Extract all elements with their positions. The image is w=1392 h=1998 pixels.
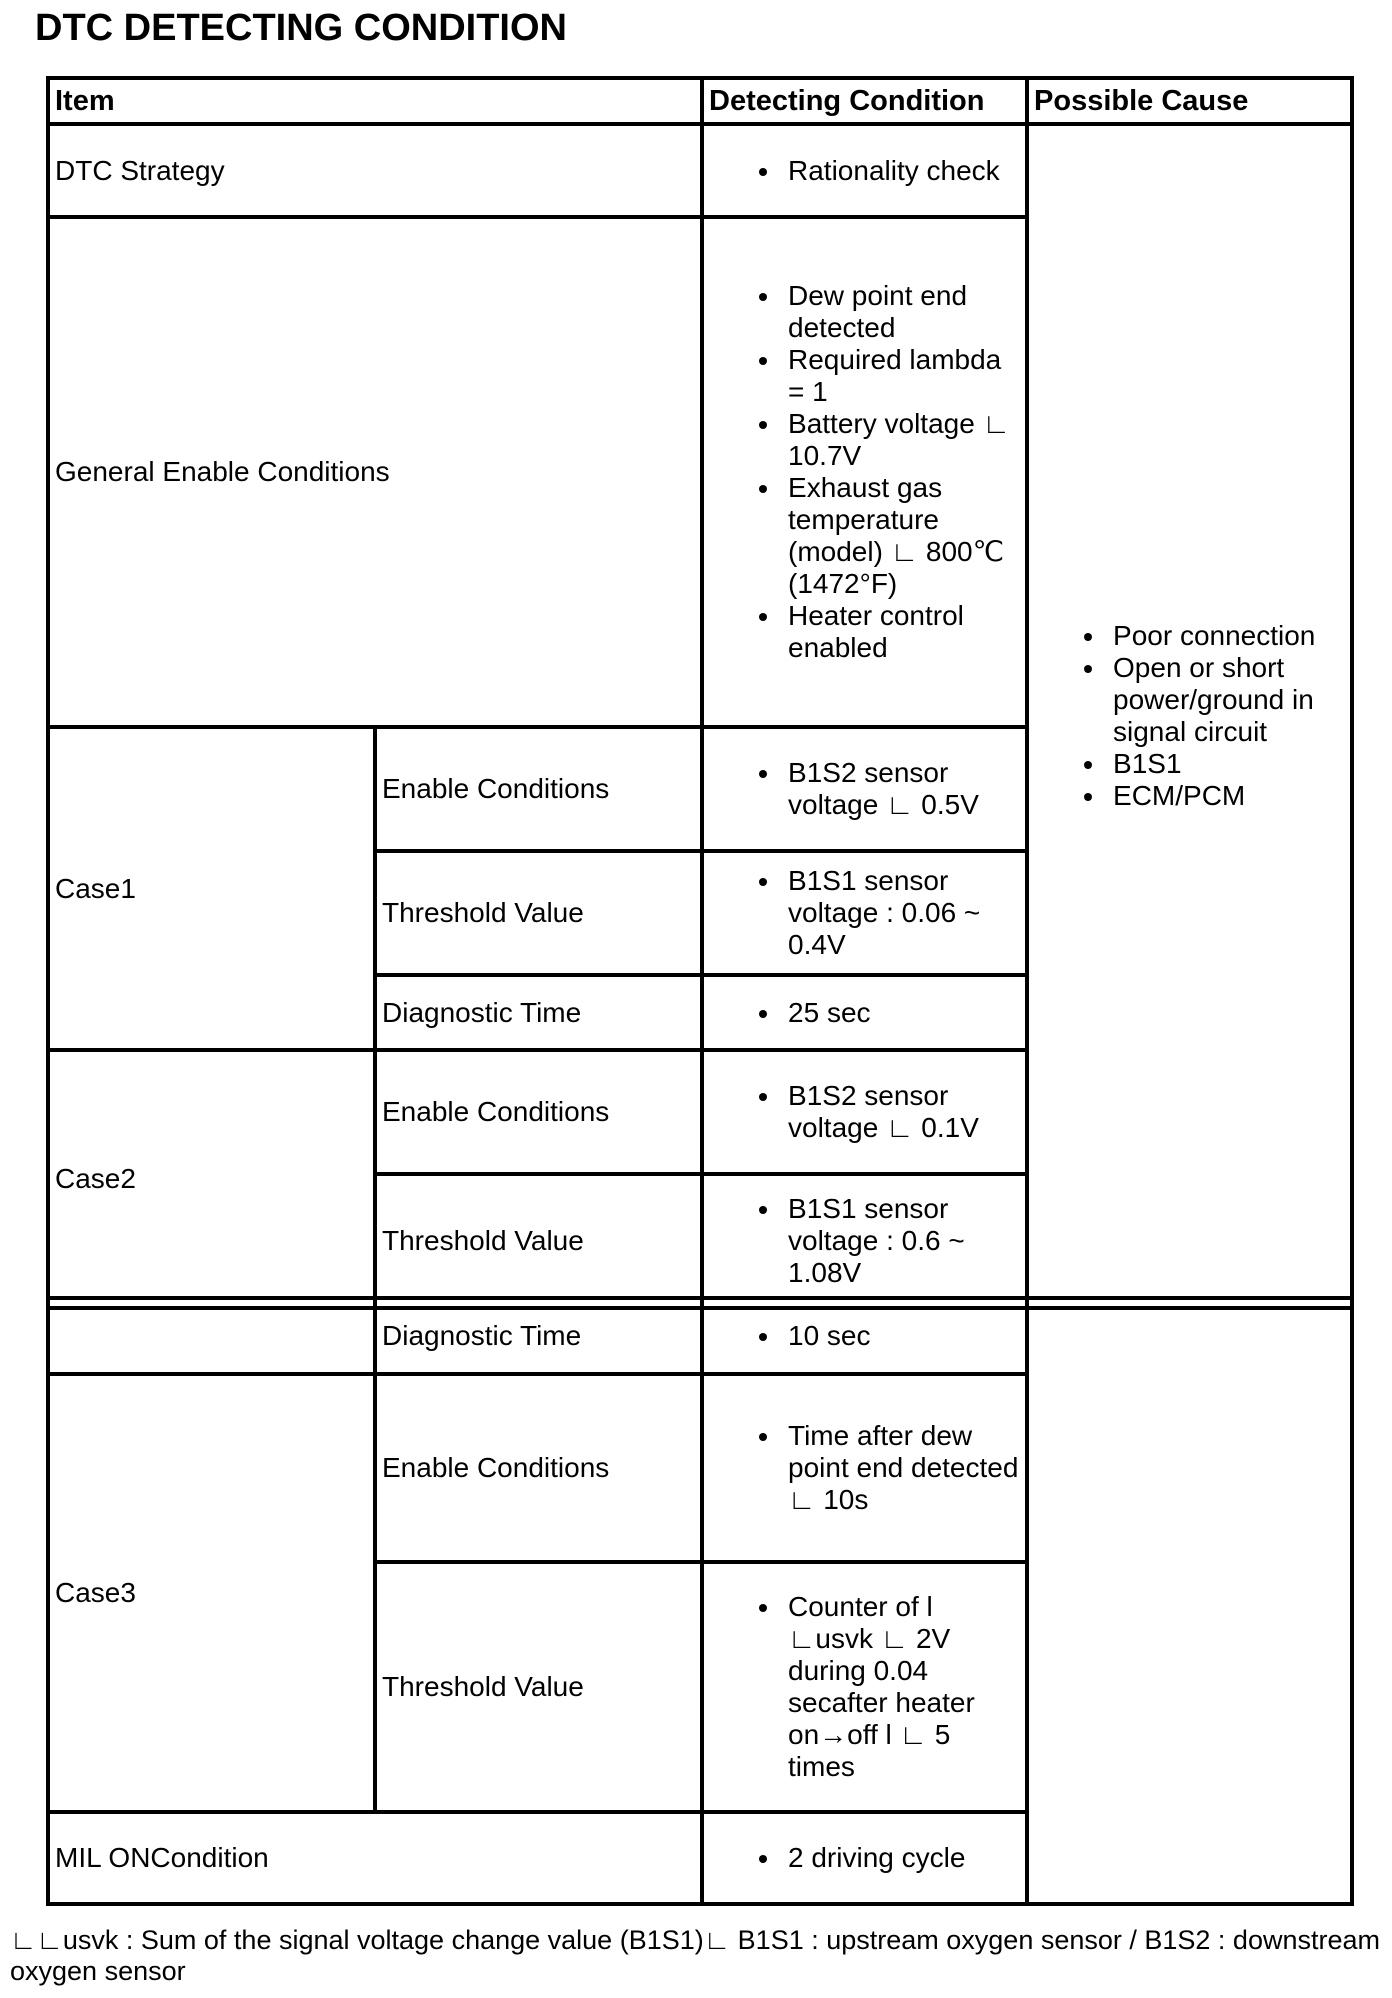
- possible-cause-cell: [1027, 124, 1352, 1308]
- page-title: DTC DETECTING CONDITION: [35, 7, 567, 49]
- row-label-case1: Case1: [48, 727, 375, 1050]
- sublabel-enable: Enable Conditions: [375, 1374, 702, 1562]
- condition-item: • B1S2 sensor voltage ∟ 0.1V: [782, 1080, 1021, 1144]
- header-possible-cause: Possible Cause: [1027, 78, 1352, 124]
- cond-case3-threshold: [702, 1562, 1027, 1812]
- possible-cause-cell-empty: [1027, 1298, 1352, 1904]
- dtc-condition-table: [46, 76, 1354, 1310]
- condition-item: • Battery voltage ∟ 10.7V: [782, 408, 1021, 472]
- row-label-dtc-strategy: DTC Strategy: [48, 124, 702, 217]
- cond-case1-threshold: [702, 851, 1027, 975]
- cause-item: • Poor connection: [1107, 620, 1346, 652]
- sublabel-diagnostic-time: Diagnostic Time: [375, 975, 702, 1050]
- sublabel-threshold: Threshold Value: [375, 1174, 702, 1308]
- condition-item: • B1S2 sensor voltage ∟ 0.5V: [782, 757, 1021, 821]
- cond-case3-enable: [702, 1374, 1027, 1562]
- condition-item: • B1S1 sensor voltage : 0.6 ~ 1.08V: [782, 1193, 1021, 1289]
- cond-general-enable: [702, 217, 1027, 727]
- cause-item: • ECM/PCM: [1107, 780, 1346, 812]
- cause-item: • B1S1: [1107, 748, 1346, 780]
- cond-case2-diag: [702, 1298, 1027, 1374]
- dtc-condition-table-continued: [46, 1296, 1354, 1906]
- condition-item: • Exhaust gas temperature (model) ∟ 800℃ (1472°F): [782, 472, 1021, 600]
- sublabel-enable: Enable Conditions: [375, 727, 702, 851]
- cond-mil: [702, 1812, 1027, 1904]
- condition-item: • Dew point end detected: [782, 280, 1021, 344]
- condition-item: • B1S1 sensor voltage : 0.06 ~ 0.4V: [782, 865, 1021, 961]
- empty-cell: [48, 1298, 375, 1374]
- cond-case1-diag: [702, 975, 1027, 1050]
- sublabel-threshold: Threshold Value: [375, 1562, 702, 1812]
- condition-item: • Required lambda = 1: [782, 344, 1021, 408]
- sublabel-enable: Enable Conditions: [375, 1050, 702, 1174]
- sublabel-diagnostic-time: Diagnostic Time: [375, 1298, 702, 1374]
- condition-item: • Rationality check: [782, 155, 1021, 187]
- cause-item: • Open or short power/ground in signal circuit: [1107, 652, 1346, 748]
- sublabel-threshold: Threshold Value: [375, 851, 702, 975]
- cond-dtc-strategy: [702, 124, 1027, 217]
- row-label-case2: Case2: [48, 1050, 375, 1308]
- cond-case1-enable: [702, 727, 1027, 851]
- header-item: Item: [48, 78, 702, 124]
- condition-item: • Counter of l ∟usvk ∟ 2V during 0.04 secafter heater on→off l ∟ 5 times: [782, 1591, 1021, 1783]
- condition-item: • 10 sec: [782, 1320, 1021, 1352]
- row-label-general-enable: General Enable Conditions: [48, 217, 702, 727]
- condition-item: • 2 driving cycle: [782, 1842, 1021, 1874]
- cond-case2-enable: [702, 1050, 1027, 1174]
- condition-item: • Time after dew point end detected ∟ 10s: [782, 1420, 1021, 1516]
- header-detecting-condition: Detecting Condition: [702, 78, 1027, 124]
- row-label-case3: Case3: [48, 1374, 375, 1812]
- footnote: ∟∟usvk : Sum of the signal voltage change value (B1S1)∟ B1S1 : upstream oxygen sensor / B1S2 : downstream oxygen sensor: [10, 1925, 1380, 1986]
- condition-item: • 25 sec: [782, 997, 1021, 1029]
- cond-case2-threshold: [702, 1174, 1027, 1308]
- row-label-mil: MIL ONCondition: [48, 1812, 702, 1904]
- condition-item: • Heater control enabled: [782, 600, 1021, 664]
